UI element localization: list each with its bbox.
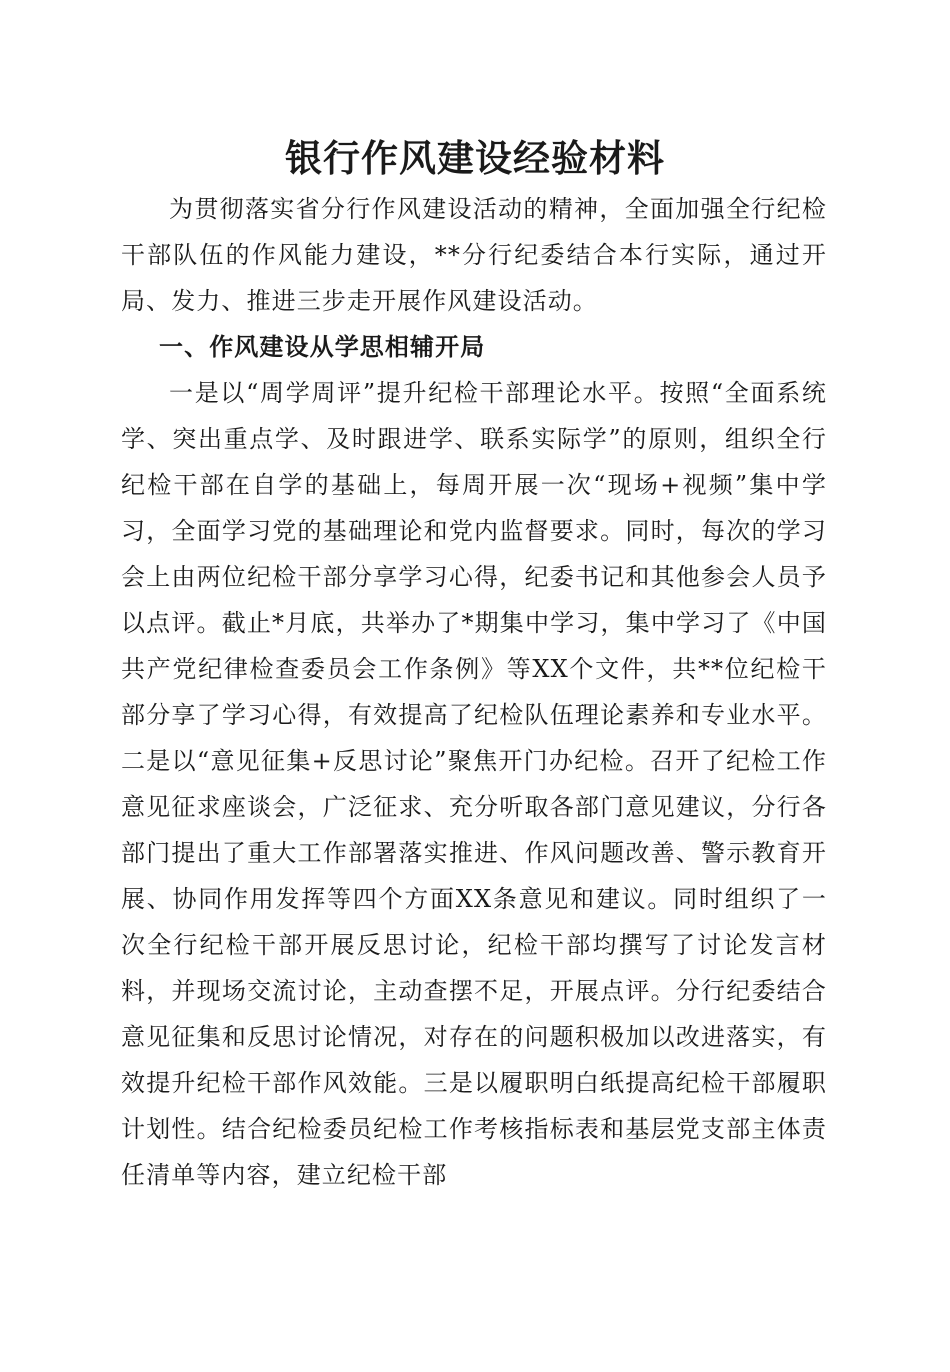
- section-body-clip: [121, 370, 827, 1372]
- section-heading-1: 一、作风建设从学思相辅开局: [159, 333, 486, 361]
- document-title: 银行作风建设经验材料: [285, 136, 665, 180]
- document-body: [121, 186, 827, 1372]
- section-1-paragraph: 一是以“周学周评”提升纪检干部理论水平。按照“全面系统学、突出重点学、及时跟进学、联系实际学”的原则，组织全行纪检干部在自学的基础上，每周开展一次“现场+视频”集中学习，全面学习党的基础理论和党内监督要求。同时，每次的学习会上由两位纪检干部分享学习心得，纪委书记和其他参会人员予以点评。截止*月底，共举办了*期集中学习，集中学习了《中国共产党纪律检查委员会工作条例》等XX个文件，共**位纪检干部分享了学习心得，有效提高了纪检队伍理论素养和专业水平。二是以“意见征集+反思讨论”聚焦开门办纪检。召开了纪检工作意见征求座谈会，广泛征求、充分听取各部门意见建议，分行各部门提出了重大工作部署落实推进、作风问题改善、警示教育开展、协同作用发挥等四个方面XX条意见和建议。同时组织了一次全行纪检干部开展反思讨论，纪检干部均撰写了讨论发言材料，并现场交流讨论，主动查摆不足，开展点评。分行纪委结合意见征集和反思讨论情况，对存在的问题积极加以改进落实，有效提升纪检干部作风效能。三是以履职明白纸提高纪检干部履职计划性。结合纪检委员纪检工作考核指标表和基层党支部主体责任清单等内容，建立纪检干部: [121, 379, 827, 1189]
- intro-paragraph: 为贯彻落实省分行作风建设活动的精神，全面加强全行纪检干部队伍的作风能力建设，**分行纪委结合本行实际，通过开局、发力、推进三步走开展作风建设活动。: [121, 195, 827, 315]
